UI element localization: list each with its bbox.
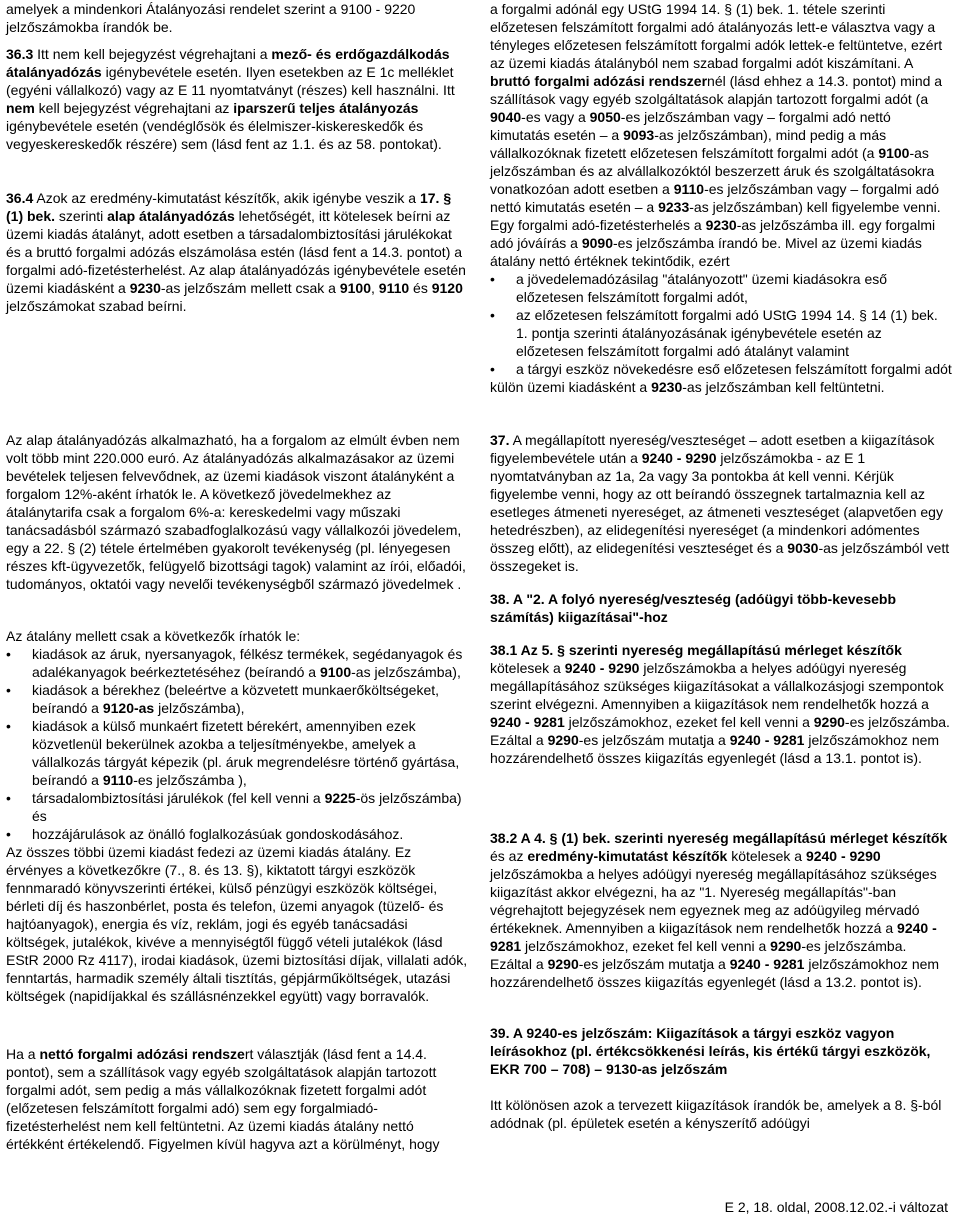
bold-segment: bruttó forgalmi adózási rendszer <box>490 73 708 89</box>
list-item: • a tárgyi eszköz növekedésre eső előzetesen felszámított forgalmi adót <box>490 360 952 378</box>
code-segment: 9100 <box>319 664 352 680</box>
text-segment: jelzőszámokhoz, ezeket fel kell venni a <box>521 938 771 954</box>
section-37 <box>490 431 952 575</box>
section-38-2-heading: 38.2 A 4. § (1) bek. szerinti nyereség megállapítású mérleget készítők <box>490 830 948 846</box>
text-segment: kell bejegyzést végrehajtani az <box>34 100 234 116</box>
list-item <box>6 717 468 789</box>
brutto-section <box>490 0 952 396</box>
text-segment: kiadások a bérekhez (beleértve a közvetett munkaerőköltségeket, beírandó a <box>32 682 440 716</box>
text-segment: -as jelzőszámban) kell figyelembe venni. Egy forgalmi adó-fizetésterhelés a <box>490 199 941 233</box>
text-segment: Azok az eredmény-kimutatást készítők, akik igénybe veszik a <box>33 190 420 206</box>
section-38-2 <box>490 829 952 991</box>
text-segment: -es vagy a <box>521 109 590 125</box>
code-segment: 9290 <box>770 938 802 954</box>
alap-atalanyadozas-paragraph: Az alap átalányadózás alkalmazható, ha a forgalom az elmúlt évben nem volt több mint 220.000 euró. Az átalányadózás alkalmazásakor az üzemi bevételek teljesen felvevődnek, az üzemi kiadások viszont átalányként a forgalom 12%-aként írhatók le. A következő jövedelmekhez az átalánytarifa csak a forgalom 6%-a: kereskedelmi vagy műszaki tanácsadásból származó szabadfoglalkozású vagy vállalkozói jövedelem, egy a 22. § (2) tétele értelmében gyakorolt tevékenység (pl. lényegesen részes kft-ügyvezetők, felügyelő bizottsági tagok) valamint az írói, előadói, tudományos, oktatói vagy nevelői tevékenységből származó jövedelmek . <box>6 432 466 592</box>
text-segment: , <box>371 280 379 296</box>
netto-paragraph <box>6 1045 468 1153</box>
bold-segment: mező- és erdőgazdálkodás átalányadózás <box>6 46 450 80</box>
text-segment: -as jelzőszámban és az alvállalkozóktól beszerzett áruk és szolgáltatásokra vonatkozóan adott esetben a <box>490 145 935 197</box>
text-segment: -es jelzőszámban vagy – forgalmi adó nettó kimutatás esetén – a <box>490 109 891 143</box>
text-segment: -es jelzőszámba ), <box>133 772 247 788</box>
code-segment: 9230 <box>129 280 161 296</box>
code-segment: 9040 <box>490 109 522 125</box>
text-segment: társadalombiztosítási járulékok (fel kell venni a <box>32 790 325 806</box>
code-segment: 9290 <box>813 714 845 730</box>
code-segment: 9230 <box>651 379 683 395</box>
text-segment: jelzőszámokba a helyes adóügyi nyereség megállapításához szükséges kiigazítást akkor elvégezni, ha az "1. Nyereség megállapítás"-ban végrehajtott bejegyzések nem egyeznek meg az adóügyileg mérvadó értékeknek. Amennyiben a kiigazítások nem rendelhetők hozzá a <box>490 866 937 936</box>
text-segment: -as jelzőszámban), mind pedig a más vállalkozóknak fizetett előzetesen felszámított forgalmi adót (a <box>490 127 887 161</box>
list-intro: Az átalány mellett csak a következők írhatók le: <box>6 628 301 644</box>
text-segment: -as jelzőszámból vett összegeket is. <box>490 540 950 574</box>
bold-segment: eredmény-kimutatást készítők <box>527 848 728 864</box>
text-segment: Itt nem kell bejegyzést végrehajtani a <box>33 46 272 62</box>
text-segment: jelzőszámokat szabad beírni. <box>6 298 187 314</box>
list-item: • az előzetesen felszámított forgalmi adó UStG 1994 14. § 14 (1) bek. 1. pontja szerinti átalányozásának igénybevétele esetén az előzetesen felszámított forgalmi adó átalányt valamint <box>490 306 952 360</box>
text-segment: és az <box>490 848 528 864</box>
code-segment: 9110 <box>378 280 410 296</box>
list-item <box>6 681 468 717</box>
text-segment: A megállapított nyereség/veszteséget – adott esetben a kiigazítások figyelembevétele után a <box>490 432 935 466</box>
section-36-3-number: 36.3 <box>6 46 34 62</box>
brutto-paragraph <box>490 0 952 270</box>
text-segment: kiadások a külső munkaért fizetett bérekért, amennyiben ezek közvetlenül bekerülnek azokba a teljesítményekbe, amelyek a vállalkozás tárgyát képezik (pl. áruk megrendelésre történő gyártása, beírandó a <box>32 718 460 788</box>
text-segment: jelzőszámba), <box>154 700 245 716</box>
text-segment: -ös jelzőszámba) és <box>32 790 462 824</box>
text-segment: jelzőszámokhoz nem hozzárendelhető összes kiigazítás egyenlegét (lásd a 13.1. pontot is). <box>490 732 940 766</box>
text-segment: a forgalmi adónál egy UStG 1994 14. § (1) bek. 1. tétele szerinti előzetesen felszámított forgalmi adó átalányozás lett-e választva vagy a tényleges előzetesen felszámított forgalmi adók lettek-e feltüntetve, ezért az üzemi kiadás átalányból nem szabad forgalmi adót kiszámítani. A <box>490 1 943 71</box>
code-segment: 9290 <box>547 956 579 972</box>
text-segment: külön üzemi kiadásként a <box>490 379 652 395</box>
section-37-number: 37. <box>490 432 510 448</box>
code-segment: 9093 <box>623 127 655 143</box>
section-39-heading: 39. A 9240-es jelzőszám: Kiigazítások a tárgyi eszköz vagyon leírásokhoz (pl. értékcsökkenési leírás, kis értékű tárgyi eszközök, EKR 700 – 708) – 9130-as jelzőszám <box>490 1025 931 1077</box>
code-segment: 9225 <box>324 790 356 806</box>
text-segment: -as jelzőszámba), <box>351 664 461 680</box>
code-segment: 9120-as <box>102 700 155 716</box>
text-segment: -es jelzőszám mutatja a <box>578 956 730 972</box>
code-segment: 9240 - 9281 <box>490 714 565 730</box>
section-36-4-number: 36.4 <box>6 190 34 206</box>
code-segment: 9240 - 9281 <box>729 956 805 972</box>
text-segment: -es jelzőszámba. Ezáltal a <box>490 714 950 748</box>
code-segment: 9240 - 9290 <box>564 660 640 676</box>
text-segment: kötelesek a <box>490 660 565 676</box>
code-segment: 9240 - 9281 <box>729 732 805 748</box>
code-segment: 9230 <box>705 217 737 233</box>
text-segment: Ha a <box>6 1046 40 1062</box>
code-segment: 9110 <box>102 772 134 788</box>
text-segment: -as jelzőszám mellett csak a <box>160 280 340 296</box>
code-segment: 9290 <box>547 732 579 748</box>
text-segment: jelzőszámokba - az E 1 nyomtatványban az 1a, 2a vagy 3a pontokba át kell venni. Kérjük figyelembe venni, hogy az ott beírandó összegnek tartalmaznia kell az esetleges átmeneti nyereséget, az átmeneti veszteséget (alapvetően egy hetedrészben), az elidegenítési nyereséget (a mindenkori adómentes összeg előtt), az elidegenítési veszteséget és a <box>490 450 943 556</box>
deductible-list <box>6 627 468 1005</box>
list-item: • a jövedelemadózásilag "átalányozott" üzemi kiadásokra eső előzetesen felszámított forgalmi adót, <box>490 270 952 306</box>
section-36-3 <box>6 45 468 153</box>
bold-segment: alap átalányadózás <box>107 208 235 224</box>
text-segment: és <box>409 280 432 296</box>
text-segment: -es jelzőszámba. Ezáltal a <box>490 938 907 972</box>
list-item: • hozzájárulások az önálló foglalkozásúak gondoskodásához. <box>6 825 468 843</box>
code-segment: 9240 - 9290 <box>805 848 881 864</box>
text-segment: jelzőszámokhoz nem hozzárendelhető összes kiigazítás egyenlegét (lásd a 13.2. pontot is). <box>490 956 940 990</box>
text-segment: -es jelzőszámban vagy – forgalmi adó nettó kimutatás esetén – a <box>490 181 940 215</box>
code-segment: 9120 <box>431 280 463 296</box>
section-38-1-heading: 38.1 Az 5. § szerinti nyereség megállapítású mérleget készítők <box>490 642 902 658</box>
code-segment: 9240 - 9281 <box>490 920 937 954</box>
osszes-tobbi-paragraph: Az összes többi üzemi kiadást fedezi az üzemi kiadás átalány. Ez érvényes a következőkre (7., 8. és 13. §), kiktatott tárgyi eszközök fennmaradó könyvszerinti értékei, külső pénzügyi eszközök költségei, bérleti díj és haszonbérlet, posta és telefon, üzemi anyagok (tüzelő- és hajtóanyagok), energia és víz, reklám, jogi és egyéb tanácsadási költségek, jutalékok, kivéve a mennyiségtől függő vételi jutalékok (lásd EStR 2000 Rz 4117), irodai kiadások, üzemi biztosítási díjak, villalati adók, fenntartás, harmadik személy általi tisztítás, gépjárműköltségek, utazási költségek (napidíjakkal és szállásпénzekkel együtt) vagy borravalók. <box>6 844 468 1004</box>
text-segment: rt választják (lásd fent a 14.4. pontot), sem a szállítások vagy egyéb szolgáltatások alapján tartozott forgalmi adót, sem pedig a más vállalkozóknak fizetett forgalmi adót (előzetesen felszámított forgalmi adó) sem egy forgalmiadó-fizetésterhelést nem kell feltüntetni. Az üzemi kiadás átalány nettó értékként értékelendő. Figyelmen kívül hagyva azt a körülményt, hogy <box>6 1046 440 1152</box>
text-segment: -as jelzőszámba ill. egy forgalmi adó jóváírás a <box>490 217 936 251</box>
text-segment: szerinti <box>55 208 108 224</box>
bold-segment: 17. § (1) bek. <box>6 190 452 224</box>
list-item <box>6 645 468 681</box>
code-segment: 9050 <box>589 109 621 125</box>
code-segment: 9240 - 9290 <box>641 450 717 466</box>
list-tail <box>490 378 952 396</box>
text-segment: jelzőszámokhoz, ezeket fel kell venni a <box>564 714 814 730</box>
code-segment: 9100 <box>878 145 910 161</box>
list-item <box>6 789 468 825</box>
section-39-text: Itt kölönösen azok a tervezett kiigazítások írandók be, amelyek a 8. §-ból adódnak (pl. épületek esetén a kényszerítő adóügyi <box>490 1097 942 1131</box>
section-36-4 <box>6 189 468 315</box>
bold-segment: nettó forgalmi adózási rendsze <box>39 1046 245 1062</box>
text-segment: -es jelzőszám mutatja a <box>578 732 730 748</box>
bold-segment: iparszerű teljes átalányozás <box>233 100 419 116</box>
code-segment: 9233 <box>658 199 690 215</box>
page-footer: E 2, 18. oldal, 2008.12.02.-i változat <box>724 1199 948 1215</box>
code-segment: 9100 <box>339 280 371 296</box>
text-segment: nél (lásd ehhez a 14.3. pontot) mind a szállítások vagy egyéb szolgáltatások alapján tartozott forgalmi adót (a <box>490 73 943 107</box>
bold-segment: nem <box>6 100 35 116</box>
text-segment: kötelesek a <box>727 848 806 864</box>
text-segment: lehetőségét, itt kötelesek beírni az üzemi kiadás átalányt, adott esetben a társadalombiztosítási járulékokat és a bruttó forgalmi adózás elszámolása estén (lásd fent a 14.3. pontot) a forgalmi adó-fizetésterhelést. Az alap átalányadózás igénybevétele esetén üzemi kiadásként a <box>6 208 466 296</box>
text-segment: igénybevétele esetén. Ilyen esetekben az E 1c melléklet (egyéni vállalkozó) vagy az E 11 nyomtatványt (részes) kell használni. Itt <box>6 64 455 98</box>
section-38-heading: 38. A "2. A folyó nyereség/veszteség (adóügyi több-kevesebb számítás) kiigazításai"-hoz <box>490 591 897 625</box>
code-segment: 9030 <box>787 540 819 556</box>
text-segment: igénybevétele esetén (vendéglősök és élelmiszer-kiskereskedők és vegyeskereskedők részére) sem (lásd fent az 1.1. és az 58. pontokat). <box>6 118 442 152</box>
intro-paragraph: amelyek a mindenkori Átalányozási rendelet szerint a 9100 - 9220 jelzőszámokba írandók be. <box>6 1 416 35</box>
code-segment: 9090 <box>581 235 613 251</box>
text-segment: kiadások az áruk, nyersanyagok, félkész termékek, segédanyagok és adalékanyagok beérkeztetéséhez (beírandó a <box>32 646 463 680</box>
text-segment: -as jelzőszámban kell feltüntetni. <box>682 379 885 395</box>
text-segment: -es jelzőszámba írandó be. Mivel az üzemi kiadás átalány nettó értéknek tekintődik, ezért <box>490 235 922 269</box>
section-38-1 <box>490 641 952 767</box>
text-segment: jelzőszámokba a helyes adóügyi nyereség megállapításához szükséges kiigazításokat a vállalkozásjogi szempontok szerint elvégezni. Amennyiben a kiigazítások nem rendelhetők hozzá a <box>490 660 944 712</box>
code-segment: 9110 <box>673 181 705 197</box>
